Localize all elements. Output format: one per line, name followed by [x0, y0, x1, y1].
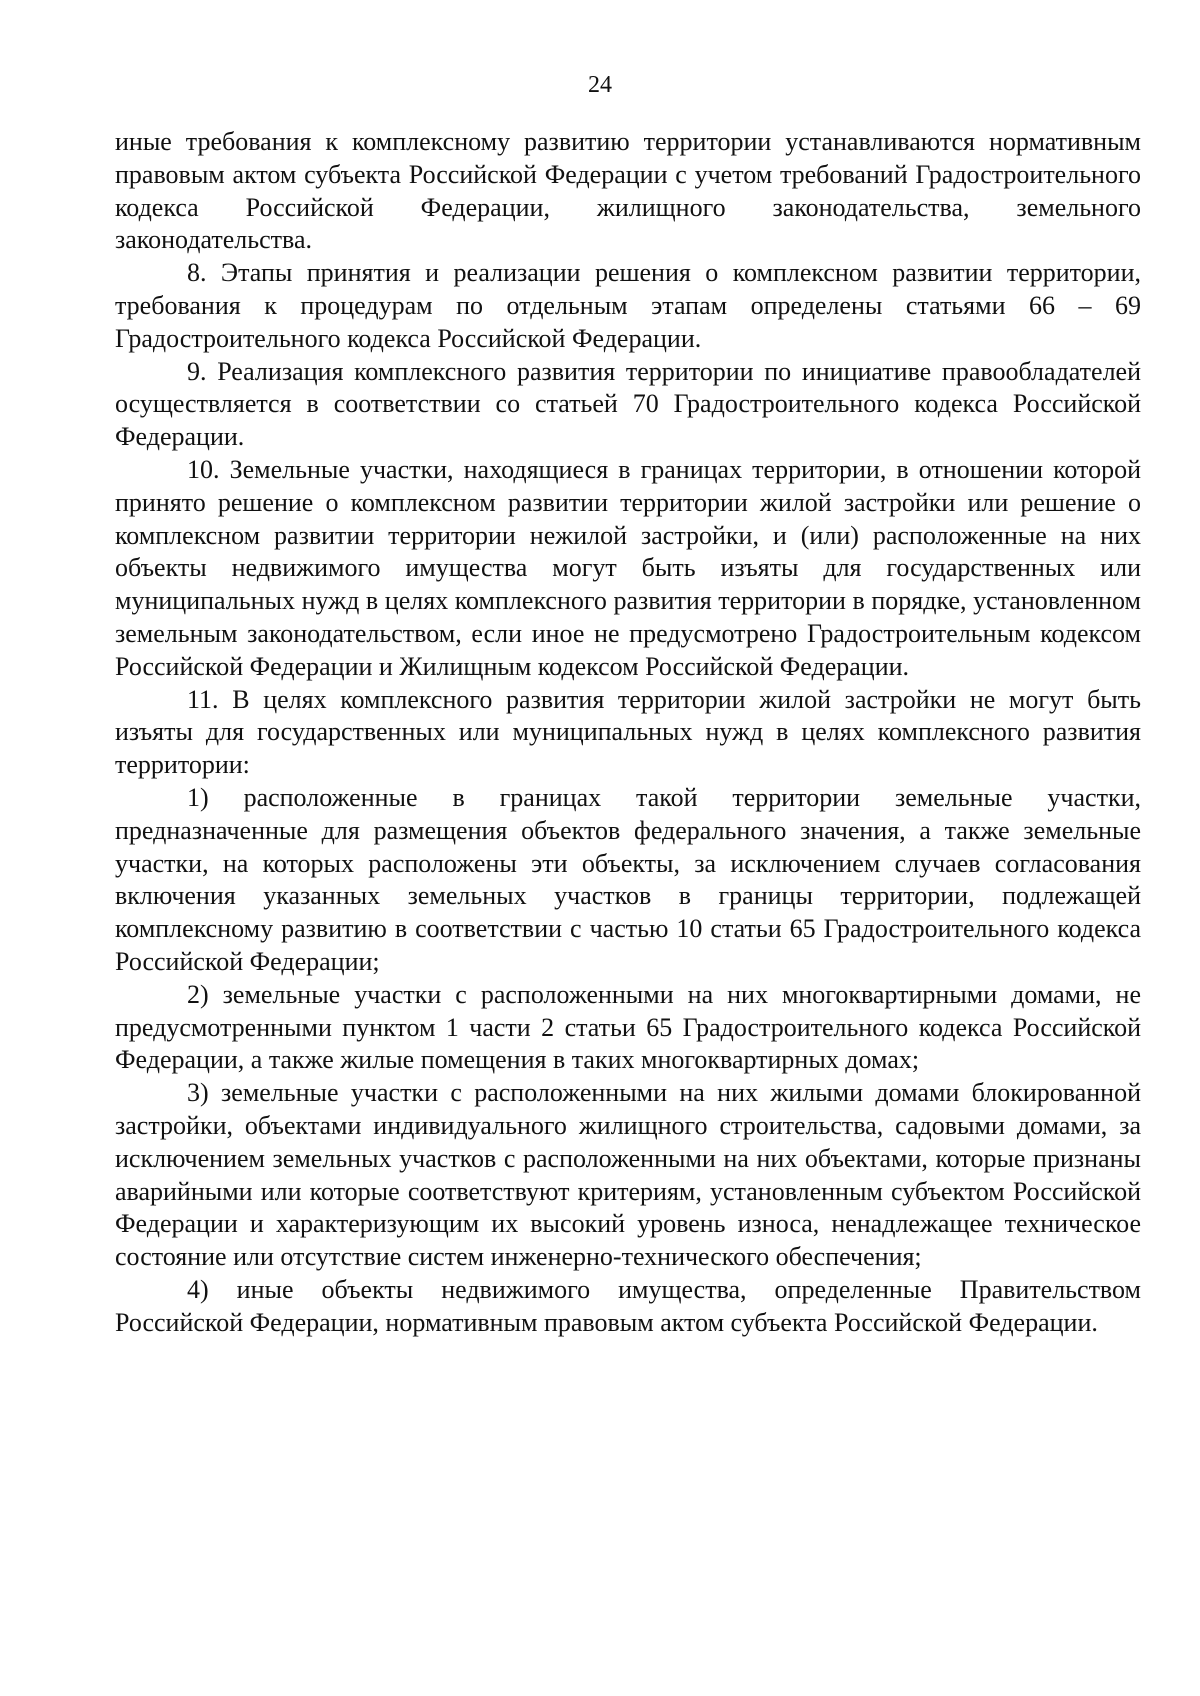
paragraph-10: 10. Земельные участки, находящиеся в границах территории, в отношении которой принято решение о комплексном развитии территории жилой застройки или решение о комплексном развитии территории нежилой застройки, и (или) расположенные на них объекты недвижимого имущества могут быть изъяты для государственных или муниципальных нужд в целях комплексного развития территории в порядке, установленном земельным законодательством, если иное не предусмотрено Градостроительным кодексом Российской Федерации и Жилищным кодексом Российской Федерации.: [115, 454, 1141, 681]
document-body: [115, 126, 1141, 1339]
paragraph-9: 9. Реализация комплексного развития территории по инициативе правообладателей осуществляется в соответствии со статьей 70 Градостроительного кодекса Российской Федерации.: [115, 356, 1141, 452]
page-number: 24: [588, 72, 612, 98]
list-item-4: 4) иные объекты недвижимого имущества, определенные Правительством Российской Федерации, нормативным правовым актом субъекта Российской Федерации.: [115, 1274, 1141, 1337]
list-item-1: 1) расположенные в границах такой территории земельные участки, предназначенные для размещения объектов федерального значения, а также земельные участки, на которых расположены эти объекты, за исключением случаев согласования включения указанных земельных участков в границы территории, подлежащей комплексному развитию в соответствии с частью 10 статьи 65 Градостроительного кодекса Российской Федерации;: [115, 782, 1141, 976]
paragraph-11: 11. В целях комплексного развития территории жилой застройки не могут быть изъяты для государственных или муниципальных нужд в целях комплексного развития территории:: [115, 684, 1141, 780]
list-item-3: 3) земельные участки с расположенными на них жилыми домами блокированной застройки, объектами индивидуального жилищного строительства, садовыми домами, за исключением земельных участков с расположенными на них объектами, которые признаны аварийными или которые соответствуют критериям, установленным субъектом Российской Федерации и характеризующим их высокий уровень износа, ненадлежащее техническое состояние или отсутствие систем инженерно-технического обеспечения;: [115, 1078, 1141, 1272]
list-item-2: 2) земельные участки с расположенными на них многоквартирными домами, не предусмотренными пунктом 1 части 2 статьи 65 Градостроительного кодекса Российской Федерации, а также жилые помещения в таких многоквартирных домах;: [115, 979, 1141, 1075]
paragraph-8: 8. Этапы принятия и реализации решения о комплексном развитии территории, требования к процедурам по отдельным этапам определены статьями 66 – 69 Градостроительного кодекса Российской Федерации.: [115, 258, 1141, 353]
paragraph-continuation: иные требования к комплексному развитию территории устанавливаются нормативным правовым актом субъекта Российской Федерации с учетом требований Градостроительного кодекса Российской Федерации, жилищного законодательства, земельного законодательства.: [115, 127, 1141, 255]
